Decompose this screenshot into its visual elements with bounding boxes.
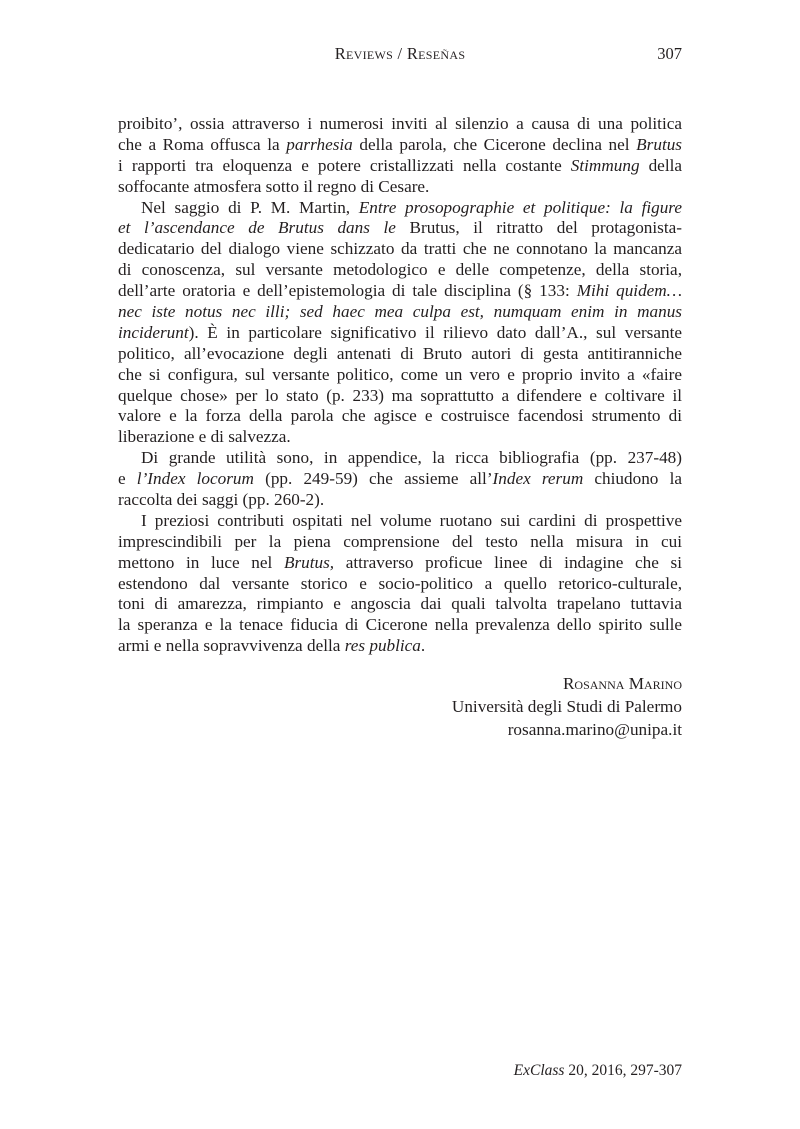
journal-name: ExClass — [513, 1062, 565, 1079]
text-line — [118, 281, 682, 302]
italic-text: et l’ascendance de Brutus dans le — [118, 218, 396, 238]
author-affiliation: Università degli Studi di Palermo — [451, 697, 682, 716]
body-text — [118, 114, 682, 657]
text-run: valore e la forza della parola che agisce e costruisce facendosi strumento di — [118, 406, 682, 426]
text-run: la speranza e la tenace fiducia di Cicerone nella prevalenza dello spirito sulle — [118, 615, 682, 635]
italic-text: res publica — [344, 636, 421, 656]
text-line — [118, 532, 682, 553]
text-run: ). È in particolare significativo il rilievo dato dall’A., sul versante — [188, 322, 682, 342]
italic-text: l’Index locorum — [136, 469, 254, 489]
text-line — [118, 511, 682, 532]
paragraph — [118, 448, 682, 511]
text-run: quelque chose» per lo stato (p. 233) ma soprattutto a difendere e coltivare il — [118, 385, 682, 405]
author-email: rosanna.marino@unipa.it — [507, 720, 682, 739]
text-line — [118, 636, 682, 657]
text-run: proibito’, ossia attraverso i numerosi inviti al silenzio a causa di una politica — [118, 114, 682, 133]
citation: 20, 2016, 297-307 — [564, 1062, 682, 1079]
text-run: imprescindibili per la piena comprensione del testo nella misura in cui — [118, 531, 682, 551]
italic-text: Brutus — [636, 134, 682, 154]
page-number: 307 — [657, 44, 682, 63]
paragraph — [118, 198, 682, 449]
text-run: che a Roma offusca la — [118, 134, 287, 154]
text-line — [118, 448, 682, 469]
text-run: raccolta dei saggi (pp. 260-2). — [118, 490, 325, 510]
text-line — [118, 260, 682, 281]
text-line — [118, 553, 682, 574]
text-run: che si configura, sul versante politico, come un vero e proprio invito a «faire — [118, 364, 682, 384]
italic-text: Mihi quidem… — [576, 281, 682, 301]
text-line — [118, 406, 682, 427]
text-run: attraverso proficue linee di indagine che si — [334, 552, 682, 572]
footer-citation — [514, 1062, 682, 1080]
text-run: chiudono la — [583, 469, 682, 489]
text-run: mettono in luce nel — [118, 552, 284, 572]
text-run: e — [118, 469, 137, 489]
author-name: Rosanna Marino — [562, 674, 682, 693]
text-run: soffocante atmosfera sotto il regno di Cesare. — [118, 176, 430, 196]
text-run: (pp. 249-59) che assieme all’ — [253, 469, 493, 489]
text-line — [118, 302, 682, 323]
text-line — [118, 427, 682, 448]
text-run: I preziosi contributi ospitati nel volume ruotano sui cardini di prospettive — [141, 510, 682, 530]
italic-text: nec iste notus nec illi; sed haec mea culpa est, numquam enim in manus — [118, 302, 682, 322]
text-line — [118, 490, 682, 511]
text-run: . — [420, 636, 426, 656]
text-line — [118, 469, 682, 490]
text-run: estendono dal versante storico e socio-politico a quello retorico-culturale, — [118, 573, 682, 593]
text-line — [118, 574, 682, 595]
text-run: dell’arte oratoria e dell’epistemologia di tale disciplina (§ 133: — [118, 281, 577, 301]
text-run: armi e nella sopravvivenza della — [118, 636, 345, 656]
text-run: toni di amarezza, rimpianto e angoscia dai quali talvolta trapelano tuttavia — [118, 594, 682, 614]
italic-text: Entre prosopographie et politique: la figure — [358, 197, 682, 217]
text-run: politico, all’evocazione degli antenati di Bruto autori di gesta antitiranniche — [118, 343, 682, 363]
italic-text: parrhesia — [286, 134, 353, 154]
signature-block — [452, 672, 682, 741]
text-line — [118, 323, 682, 344]
italic-text: Stimmung — [570, 155, 640, 175]
italic-text: Index rerum — [492, 469, 584, 489]
text-run: liberazione e di salvezza. — [118, 427, 291, 447]
text-run: dedicatario del dialogo viene schizzato da tratti che ne connotano la mancanza — [118, 239, 682, 259]
text-line — [118, 386, 682, 407]
text-line — [118, 344, 682, 365]
text-run: Brutus, il ritratto del protagonista- — [395, 218, 682, 238]
text-line — [118, 177, 682, 198]
text-line — [118, 365, 682, 386]
italic-text: inciderunt — [118, 322, 189, 342]
text-run: Di grande utilità sono, in appendice, la ricca bibliografia (pp. 237-48) — [141, 448, 682, 468]
text-run: i rapporti tra eloquenza e potere cristallizzati nella costante — [118, 155, 571, 175]
text-line — [118, 156, 682, 177]
text-line — [118, 198, 682, 219]
text-line — [118, 594, 682, 615]
text-line — [118, 218, 682, 239]
text-run: Nel saggio di P. M. Martin, — [141, 197, 359, 217]
text-line — [118, 114, 682, 135]
running-head: Reviews / Reseñas — [334, 44, 466, 63]
italic-text: Brutus, — [283, 552, 335, 572]
text-run: della parola, che Cicerone declina nel — [352, 134, 637, 154]
paragraph — [118, 114, 682, 198]
text-line — [118, 239, 682, 260]
paragraph — [118, 511, 682, 657]
text-line — [118, 615, 682, 636]
text-run: della — [639, 155, 682, 175]
text-line — [118, 135, 682, 156]
text-run: di conoscenza, sul versante metodologico e delle competenze, della storia, — [118, 260, 682, 280]
